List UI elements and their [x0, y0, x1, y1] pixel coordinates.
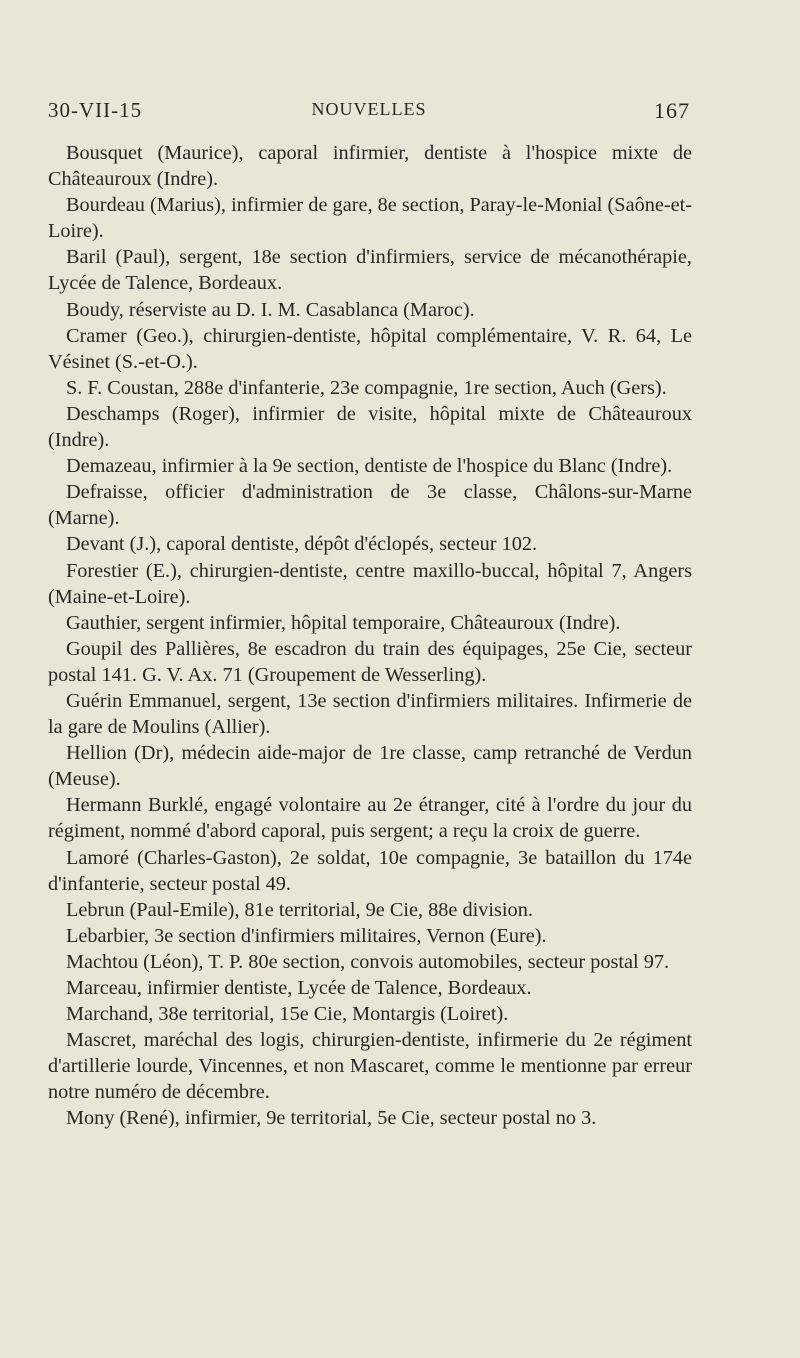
news-entry: Cramer (Geo.), chirurgien-dentiste, hôpital complémentaire, V. R. 64, Le Vésinet (S.-et-O.). — [48, 324, 692, 373]
news-entry: Machtou (Léon), T. P. 80e section, convois automobiles, secteur postal 97. — [66, 950, 670, 973]
news-entry: Lamoré (Charles-Gaston), 2e soldat, 10e compagnie, 3e bataillon du 174e d'infanterie, secteur postal 49. — [48, 846, 692, 895]
running-header — [48, 98, 690, 130]
header-title: NOUVELLES — [311, 99, 427, 119]
news-entry: Forestier (E.), chirurgien-dentiste, centre maxillo-buccal, hôpital 7, Angers (Maine-et-Loire). — [48, 559, 692, 608]
header-date: 30-VII-15 — [48, 98, 143, 122]
news-entry: Baril (Paul), sergent, 18e section d'infirmiers, service de mécanothérapie, Lycée de Talence, Bordeaux. — [48, 246, 692, 295]
news-entry: Gauthier, sergent infirmier, hôpital temporaire, Châteauroux (Indre). — [66, 611, 621, 634]
news-entry: Hellion (Dr), médecin aide-major de 1re classe, camp retranché de Verdun (Meuse). — [48, 742, 692, 791]
news-entry: Defraisse, officier d'administration de 3e classe, Châlons-sur-Marne (Marne). — [48, 481, 692, 530]
news-entry: S. F. Coustan, 288e d'infanterie, 23e compagnie, 1re section, Auch (Gers). — [66, 376, 667, 399]
news-entry: Deschamps (Roger), infirmier de visite, hôpital mixte de Châteauroux (Indre). — [48, 402, 692, 452]
news-entry: Marchand, 38e territorial, 15e Cie, Montargis (Loiret). — [66, 1003, 509, 1026]
news-entry: Boudy, réserviste au D. I. M. Casablanca (Maroc). — [66, 298, 475, 321]
news-entries — [48, 140, 692, 1132]
news-entry: Bousquet (Maurice), caporal infirmier, dentiste à l'hospice mixte de Châteauroux (Indre). — [48, 142, 692, 191]
news-entry: Marceau, infirmier dentiste, Lycée de Talence, Bordeaux. — [66, 977, 532, 999]
news-entry: Mony (René), infirmier, 9e territorial, 5e Cie, secteur postal no 3. — [66, 1107, 597, 1130]
news-entry: Hermann Burklé, engagé volontaire au 2e étranger, cité à l'ordre du jour du régiment, nommé d'abord caporal, puis sergent; a reçu la croix de guerre. — [48, 794, 692, 843]
news-entry: Devant (J.), caporal dentiste, dépôt d'éclopés, secteur 102. — [66, 533, 538, 556]
news-entry: Mascret, maréchal des logis, chirurgien-dentiste, infirmerie du 2e régiment d'artillerie lourde, Vincennes, et non Mascaret, comme le mentionne par erreur notre numéro de décembre. — [48, 1029, 692, 1104]
page-number: 167 — [654, 98, 690, 123]
news-entry: Lebrun (Paul-Emile), 81e territorial, 9e Cie, 88e division. — [66, 898, 533, 921]
news-entry: Demazeau, infirmier à la 9e section, dentiste de l'hospice du Blanc (Indre). — [66, 455, 673, 478]
news-entry: Bourdeau (Marius), infirmier de gare, 8e section, Paray-le-Monial (Saône-et-Loire). — [48, 194, 692, 243]
news-entry: Guérin Emmanuel, sergent, 13e section d'infirmiers militaires. Infirmerie de la gare de Moulins (Allier). — [48, 689, 692, 739]
news-entry: Goupil des Pallières, 8e escadron du train des équipages, 25e Cie, secteur postal 141. G. V. Ax. 71 (Groupement de Wesserling). — [48, 637, 692, 686]
news-entry: Lebarbier, 3e section d'infirmiers militaires, Vernon (Eure). — [66, 924, 547, 947]
